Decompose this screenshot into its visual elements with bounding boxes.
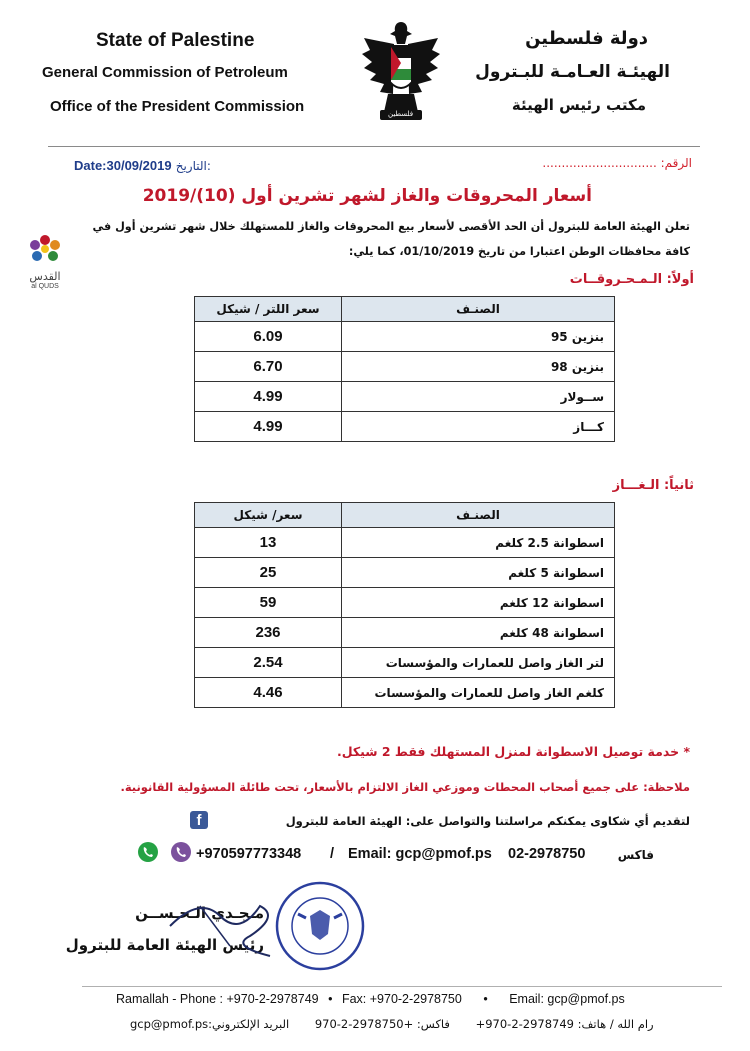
fuel-name-cell: ســولار [342, 382, 615, 412]
fuel-price-cell: 4.99 [195, 412, 342, 442]
footer-divider [82, 986, 722, 987]
gas-price-cell: 13 [195, 528, 342, 558]
date-field [74, 158, 211, 174]
footer-fax: Fax: +970-2-2978750 [341, 992, 462, 1006]
footer-ar-fax: 970-2-2978750+ [314, 1017, 414, 1031]
table-row [195, 412, 615, 442]
header-ar-office: مكتب رئيس الهيئة [511, 96, 646, 114]
legal-warning-note: ملاحظة: على جميع أصحاب المحطات وموزعي الغاز الالتزام بالأسعار، تحت طائلة المسؤولية القانونية. [120, 780, 690, 794]
header-ar-commission: الهيئـة العـامـة للبـترول [475, 62, 670, 82]
date-value: Date:30/09/2019 [74, 158, 172, 173]
gas-price-cell: 2.54 [195, 648, 342, 678]
fuel-name-cell: كـــاز [342, 412, 615, 442]
table-row [195, 352, 615, 382]
header-en-state: State of Palestine [96, 30, 255, 51]
document-title: أسعار المحروقات والغاز لشهر تشرين أول (10)/2019 [142, 186, 592, 206]
intro-line-2: كافة محافظات الوطن اعتبارا من تاريخ 01/10/2019، كما يلي: [348, 245, 690, 258]
palestine-eagle-emblem [360, 18, 442, 128]
gas-name-cell: اسطوانة 5 كلغم [342, 558, 615, 588]
footer-ar-line [130, 1017, 654, 1031]
fuel-name-cell: بنزين 98 [342, 352, 615, 382]
contact-email[interactable]: Email: gcp@pmof.ps [348, 846, 492, 862]
gas-table-header-row [195, 503, 615, 528]
footer-city: Ramallah [116, 992, 169, 1006]
header-ar-state: دولة فلسطين [525, 28, 648, 49]
fuel-price-cell: 4.99 [195, 382, 342, 412]
contact-separator: / [330, 846, 335, 862]
gas-name-cell: اسطوانة 2.5 كلغم [342, 528, 615, 558]
footer-en-line [116, 992, 625, 1006]
gas-section-heading: ثانياً: الـغـــاز [612, 478, 694, 493]
al-quds-logo-ar: القدس [29, 270, 61, 283]
reference-number-label: الرقم: .............................. [542, 156, 692, 170]
gas-price-table [194, 502, 615, 708]
fax-number: 02-2978750 [508, 846, 586, 862]
gas-name-cell: اسطوانة 12 كلغم [342, 588, 615, 618]
delivery-service-note: * خدمة توصيل الاسطوانة لمنزل المستهلك فقط 2 شيكل. [336, 744, 690, 759]
gas-col-price: سعر/ شيكل [195, 503, 342, 528]
table-row [195, 618, 615, 648]
table-row [195, 382, 615, 412]
table-row [195, 648, 615, 678]
gas-name-cell: كلغم الغاز واصل للعمارات والمؤسسات [342, 678, 615, 708]
footer-phone: - Phone : +970-2-2978749 [172, 992, 319, 1006]
footer-bullet: • [328, 992, 333, 1006]
header-en-commission: General Commission of Petroleum [42, 64, 288, 81]
fuel-price-table [194, 296, 615, 442]
gas-price-cell: 59 [195, 588, 342, 618]
table-row [195, 528, 615, 558]
footer-ar-email: gcp@pmof.ps [130, 1017, 209, 1031]
complaints-line: لتقديم أي شكاوى يمكنكم مراسلتنا والتواصل على: الهيئة العامة للبترول [285, 814, 690, 828]
whatsapp-icon[interactable] [137, 841, 159, 863]
fuel-price-cell: 6.70 [195, 352, 342, 382]
header-divider [48, 146, 700, 147]
footer-ar-email-label: البريد الإلكتروني: [208, 1017, 290, 1031]
fax-label: فاكس [617, 848, 654, 862]
al-quds-logo [22, 232, 68, 294]
al-quds-logo-en: al QUDS [31, 283, 59, 290]
fuel-price-cell: 6.09 [195, 322, 342, 352]
fuel-name-cell: بنزين 95 [342, 322, 615, 352]
al-quds-flower-icon [22, 232, 68, 266]
footer-email: Email: gcp@pmof.ps [509, 992, 625, 1006]
gas-name-cell: اسطوانة 48 كلغم [342, 618, 615, 648]
footer-ar-fax-label: فاكس: [416, 1017, 450, 1031]
official-stamp [274, 880, 366, 972]
signatory-name: مـجـدي الـحـســن [135, 904, 264, 922]
fuel-col-type: الصنـف [342, 297, 615, 322]
fuel-col-price: سعر اللتر / شيكل [195, 297, 342, 322]
emblem-caption: فلسطين [388, 110, 414, 118]
fuel-table-header-row [195, 297, 615, 322]
gas-price-cell: 4.46 [195, 678, 342, 708]
gas-price-cell: 25 [195, 558, 342, 588]
table-row [195, 588, 615, 618]
fuel-section-heading: أولاً: الـمـحـروقــات [569, 272, 694, 287]
viber-icon[interactable] [170, 841, 192, 863]
footer-bullet: • [483, 992, 488, 1006]
facebook-icon[interactable]: f [190, 811, 208, 829]
table-row [195, 678, 615, 708]
date-label-ar: التاريخ: [175, 159, 211, 173]
intro-line-1: تعلن الهيئة العامة للبترول أن الحد الأقصى لأسعار بيع المحروقات والغاز للمستهلك خلال شهر تشرين أول في [92, 220, 690, 233]
header-en-office: Office of the President Commission [50, 98, 305, 115]
signatory-position: رئيس الهيئة العامة للبترول [65, 936, 264, 954]
mobile-number[interactable]: +970597773348 [196, 846, 302, 862]
gas-price-cell: 236 [195, 618, 342, 648]
footer-ar-phone: +970-2-2978749 [475, 1017, 574, 1031]
table-row [195, 558, 615, 588]
gas-col-type: الصنـف [342, 503, 615, 528]
table-row [195, 322, 615, 352]
gas-name-cell: لتر الغاز واصل للعمارات والمؤسسات [342, 648, 615, 678]
footer-ar-city: رام الله / هاتف: [577, 1017, 654, 1031]
